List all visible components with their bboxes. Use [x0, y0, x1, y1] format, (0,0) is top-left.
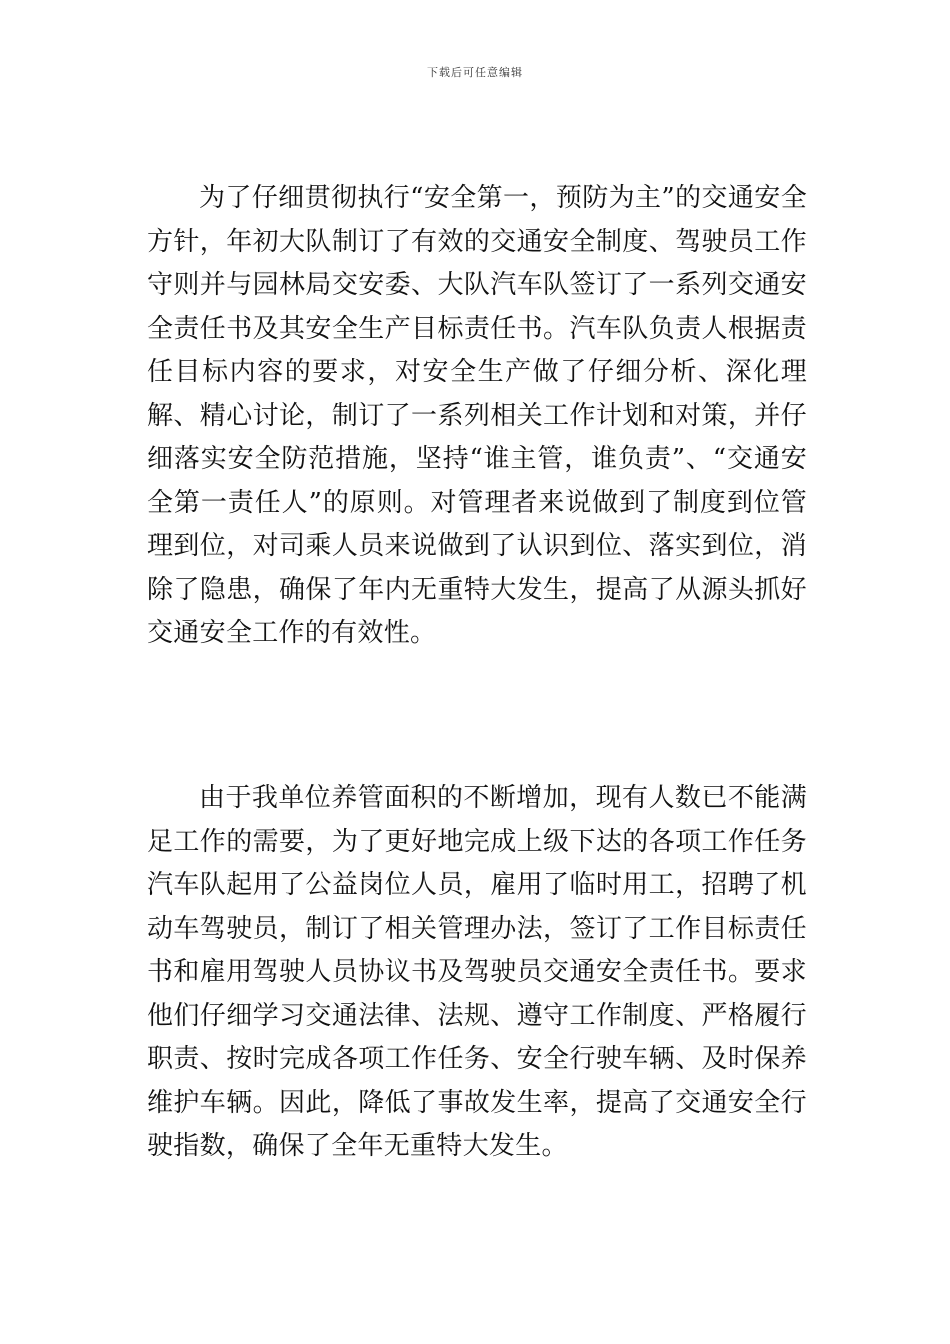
paragraph-2: 由于我单位养管面积的不断增加，现有人数已不能满足工作的需要，为了更好地完成上级下达的各项工作任务汽车队起用了公益岗位人员，雇用了临时用工，招聘了机动车驾驶员，制订了相关管理办法，签订了工作目标责任书和雇用驾驶人员协议书及驾驶员交通安全责任书。要求他们仔细学习交通法律、法规、遵守工作制度、严格履行职责、按时完成各项工作任务、安全行驶车辆、及时保养维护车辆。因此，降低了事故发生率，提高了交通安全行驶指数，确保了全年无重特大发生。: [147, 783, 807, 1161]
paragraph-1: 为了仔细贯彻执行“安全第一，预防为主”的交通安全方针，年初大队制订了有效的交通安全制度、驾驶员工作守则并与园林局交安委、大队汽车队签订了一系列交通安全责任书及其安全生产目标责任书。汽车队负责人根据责任目标内容的要求，对安全生产做了仔细分析、深化理解、精心讨论，制订了一系列相关工作计划和对策，并仔细落实安全防范措施，坚持“谁主管，谁负责”、“交通安全第一责任人”的原则。对管理者来说做到了制度到位管理到位，对司乘人员来说做到了认识到位、落实到位，消除了隐患，确保了年内无重特大发生，提高了从源头抓好交通安全工作的有效性。: [147, 183, 807, 648]
document-body-section-1: [147, 177, 807, 656]
page-header-note: 下载后可任意编辑: [427, 66, 523, 79]
document-body-section-2: [147, 777, 807, 1169]
